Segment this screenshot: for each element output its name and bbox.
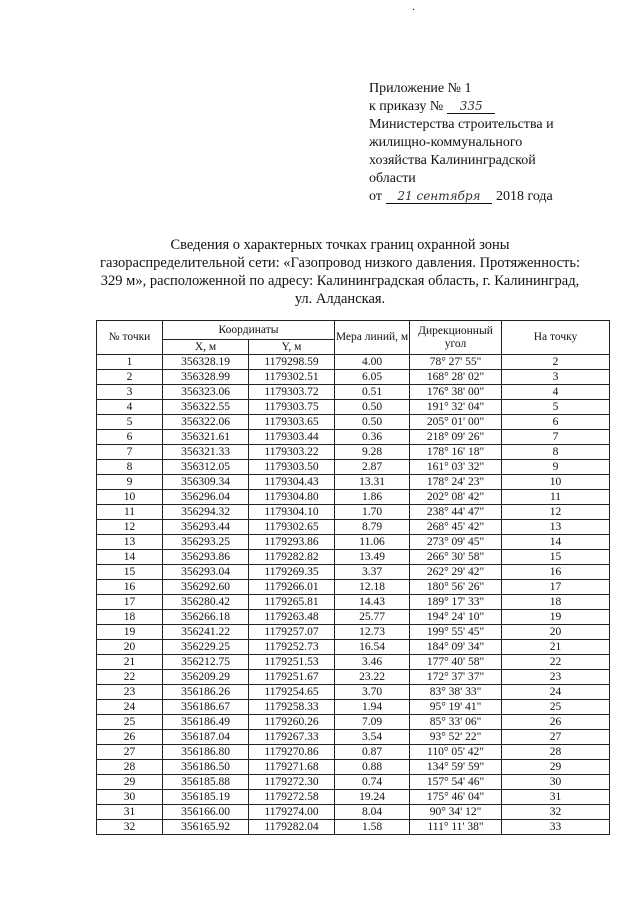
cell-point-no: 21: [97, 655, 163, 670]
table-row: [97, 775, 610, 790]
cell-length: 3.54: [335, 730, 410, 745]
cell-y: 1179304.80: [249, 490, 335, 505]
cell-to-point: 17: [502, 580, 610, 595]
cell-to-point: 3: [502, 370, 610, 385]
cell-x: 356212.75: [163, 655, 249, 670]
cell-angle: 90° 34' 12": [410, 805, 502, 820]
appendix-header: [369, 80, 619, 206]
cell-length: 1.70: [335, 505, 410, 520]
cell-angle: 110° 05' 42": [410, 745, 502, 760]
cell-point-no: 27: [97, 745, 163, 760]
header-line-length: Мера линий, м: [335, 321, 410, 355]
cell-length: 12.18: [335, 580, 410, 595]
cell-angle: 238° 44' 47": [410, 505, 502, 520]
cell-to-point: 25: [502, 700, 610, 715]
handwritten-date: 21 сентября: [386, 189, 492, 204]
cell-x: 356293.04: [163, 565, 249, 580]
cell-point-no: 14: [97, 550, 163, 565]
cell-point-no: 1: [97, 355, 163, 370]
heading-line-3: 329 м», расположенной по адресу: Калининградская область, г. Калининград,: [100, 273, 580, 289]
cell-angle: 273° 09' 45": [410, 535, 502, 550]
cell-x: 356280.42: [163, 595, 249, 610]
handwritten-order-number: 335: [447, 99, 495, 114]
cell-length: 0.51: [335, 385, 410, 400]
cell-to-point: 5: [502, 400, 610, 415]
cell-x: 356185.19: [163, 790, 249, 805]
cell-y: 1179254.65: [249, 685, 335, 700]
cell-x: 356292.60: [163, 580, 249, 595]
cell-angle: 168° 28' 02": [410, 370, 502, 385]
table-row: [97, 625, 610, 640]
cell-y: 1179304.43: [249, 475, 335, 490]
cell-x: 356186.50: [163, 760, 249, 775]
table-row: [97, 580, 610, 595]
cell-length: 0.36: [335, 430, 410, 445]
cell-to-point: 10: [502, 475, 610, 490]
cell-length: 3.37: [335, 565, 410, 580]
cell-to-point: 12: [502, 505, 610, 520]
cell-x: 356186.26: [163, 685, 249, 700]
cell-angle: 176° 38' 00": [410, 385, 502, 400]
cell-angle: 177° 40' 58": [410, 655, 502, 670]
date-prefix: от: [369, 189, 382, 204]
cell-angle: 184° 09' 34": [410, 640, 502, 655]
ministry-line-4: области: [369, 171, 416, 186]
cell-point-no: 29: [97, 775, 163, 790]
cell-length: 1.86: [335, 490, 410, 505]
table-row: [97, 760, 610, 775]
ministry-line-2: жилищно-коммунального: [369, 135, 523, 150]
cell-to-point: 8: [502, 445, 610, 460]
heading-line-1: Сведения о характерных точках границ охранной зоны: [170, 237, 510, 253]
cell-y: 1179251.53: [249, 655, 335, 670]
cell-y: 1179303.22: [249, 445, 335, 460]
table-row: [97, 745, 610, 760]
cell-to-point: 26: [502, 715, 610, 730]
cell-point-no: 5: [97, 415, 163, 430]
table-row: [97, 595, 610, 610]
cell-y: 1179298.59: [249, 355, 335, 370]
cell-y: 1179263.48: [249, 610, 335, 625]
cell-angle: 218° 09' 26": [410, 430, 502, 445]
cell-angle: 266° 30' 58": [410, 550, 502, 565]
cell-length: 4.00: [335, 355, 410, 370]
cell-to-point: 33: [502, 820, 610, 835]
header-to-point: На точку: [502, 321, 610, 355]
cell-x: 356186.80: [163, 745, 249, 760]
cell-y: 1179267.33: [249, 730, 335, 745]
cell-y: 1179271.68: [249, 760, 335, 775]
cell-point-no: 6: [97, 430, 163, 445]
cell-y: 1179270.86: [249, 745, 335, 760]
cell-to-point: 11: [502, 490, 610, 505]
cell-to-point: 23: [502, 670, 610, 685]
cell-y: 1179303.65: [249, 415, 335, 430]
table-row: [97, 640, 610, 655]
cell-length: 0.50: [335, 415, 410, 430]
cell-point-no: 12: [97, 520, 163, 535]
cell-angle: 191° 32' 04": [410, 400, 502, 415]
cell-to-point: 31: [502, 790, 610, 805]
table-row: [97, 370, 610, 385]
cell-angle: 83° 38' 33": [410, 685, 502, 700]
cell-angle: 161° 03' 32": [410, 460, 502, 475]
cell-angle: 189° 17' 33": [410, 595, 502, 610]
appendix-title: Приложение № 1: [369, 81, 472, 96]
cell-length: 13.31: [335, 475, 410, 490]
cell-to-point: 13: [502, 520, 610, 535]
cell-y: 1179303.44: [249, 430, 335, 445]
cell-x: 356294.32: [163, 505, 249, 520]
cell-x: 356166.00: [163, 805, 249, 820]
cell-length: 8.79: [335, 520, 410, 535]
cell-point-no: 17: [97, 595, 163, 610]
cell-to-point: 9: [502, 460, 610, 475]
cell-x: 356266.18: [163, 610, 249, 625]
cell-angle: 157° 54' 46": [410, 775, 502, 790]
date-suffix: 2018 года: [495, 189, 553, 204]
cell-x: 356296.04: [163, 490, 249, 505]
cell-point-no: 32: [97, 820, 163, 835]
cell-length: 25.77: [335, 610, 410, 625]
table-row: [97, 820, 610, 835]
cell-length: 3.46: [335, 655, 410, 670]
cell-y: 1179257.07: [249, 625, 335, 640]
cell-to-point: 24: [502, 685, 610, 700]
table-row: [97, 535, 610, 550]
header-y: Y, м: [249, 340, 335, 355]
table-row: [97, 430, 610, 445]
cell-y: 1179266.01: [249, 580, 335, 595]
cell-y: 1179272.30: [249, 775, 335, 790]
cell-x: 356186.49: [163, 715, 249, 730]
table-row: [97, 520, 610, 535]
cell-y: 1179251.67: [249, 670, 335, 685]
cell-y: 1179252.73: [249, 640, 335, 655]
cell-x: 356322.55: [163, 400, 249, 415]
cell-length: 13.49: [335, 550, 410, 565]
cell-y: 1179272.58: [249, 790, 335, 805]
cell-length: 19.24: [335, 790, 410, 805]
cell-length: 9.28: [335, 445, 410, 460]
cell-to-point: 14: [502, 535, 610, 550]
cell-point-no: 4: [97, 400, 163, 415]
cell-angle: 178° 16' 18": [410, 445, 502, 460]
cell-y: 1179269.35: [249, 565, 335, 580]
table-row: [97, 730, 610, 745]
table-row: [97, 700, 610, 715]
table-row: [97, 610, 610, 625]
cell-angle: 175° 46' 04": [410, 790, 502, 805]
cell-point-no: 26: [97, 730, 163, 745]
cell-to-point: 30: [502, 775, 610, 790]
cell-length: 12.73: [335, 625, 410, 640]
cell-to-point: 19: [502, 610, 610, 625]
table-row: [97, 565, 610, 580]
table-row: [97, 805, 610, 820]
cell-length: 23.22: [335, 670, 410, 685]
cell-length: 16.54: [335, 640, 410, 655]
cell-x: 356312.05: [163, 460, 249, 475]
cell-x: 356309.34: [163, 475, 249, 490]
table-row: [97, 490, 610, 505]
table-body: [97, 355, 610, 835]
cell-to-point: 4: [502, 385, 610, 400]
cell-point-no: 9: [97, 475, 163, 490]
cell-point-no: 25: [97, 715, 163, 730]
cell-x: 356165.92: [163, 820, 249, 835]
cell-length: 1.58: [335, 820, 410, 835]
table-row: [97, 715, 610, 730]
cell-y: 1179304.10: [249, 505, 335, 520]
cell-x: 356241.22: [163, 625, 249, 640]
cell-to-point: 28: [502, 745, 610, 760]
cell-angle: 202° 08' 42": [410, 490, 502, 505]
cell-length: 0.88: [335, 760, 410, 775]
table-row: [97, 475, 610, 490]
cell-length: 14.43: [335, 595, 410, 610]
order-prefix: к приказу №: [369, 99, 444, 114]
cell-length: 11.06: [335, 535, 410, 550]
table-row: [97, 655, 610, 670]
cell-to-point: 15: [502, 550, 610, 565]
cell-length: 2.87: [335, 460, 410, 475]
cell-point-no: 24: [97, 700, 163, 715]
cell-point-no: 15: [97, 565, 163, 580]
cell-length: 8.04: [335, 805, 410, 820]
cell-point-no: 16: [97, 580, 163, 595]
table-row: [97, 790, 610, 805]
cell-to-point: 21: [502, 640, 610, 655]
boundary-points-table: [96, 320, 610, 835]
cell-length: 0.74: [335, 775, 410, 790]
cell-point-no: 20: [97, 640, 163, 655]
cell-x: 356186.67: [163, 700, 249, 715]
cell-length: 6.05: [335, 370, 410, 385]
cell-x: 356209.29: [163, 670, 249, 685]
cell-length: 0.50: [335, 400, 410, 415]
cell-point-no: 19: [97, 625, 163, 640]
cell-to-point: 16: [502, 565, 610, 580]
heading-line-4: ул. Алданская.: [294, 291, 386, 307]
cell-y: 1179258.33: [249, 700, 335, 715]
ministry-line-1: Министерства строительства и: [369, 117, 554, 132]
cell-point-no: 13: [97, 535, 163, 550]
cell-y: 1179282.82: [249, 550, 335, 565]
header-coordinates: Координаты: [163, 321, 335, 340]
cell-y: 1179282.04: [249, 820, 335, 835]
table-row: [97, 460, 610, 475]
cell-y: 1179302.65: [249, 520, 335, 535]
cell-angle: 95° 19' 41": [410, 700, 502, 715]
cell-angle: 111° 11' 38": [410, 820, 502, 835]
cell-point-no: 30: [97, 790, 163, 805]
cell-point-no: 2: [97, 370, 163, 385]
cell-point-no: 7: [97, 445, 163, 460]
cell-to-point: 29: [502, 760, 610, 775]
cell-point-no: 11: [97, 505, 163, 520]
cell-to-point: 27: [502, 730, 610, 745]
cell-point-no: 23: [97, 685, 163, 700]
cell-x: 356293.86: [163, 550, 249, 565]
cell-to-point: 2: [502, 355, 610, 370]
cell-angle: 262° 29' 42": [410, 565, 502, 580]
cell-angle: 268° 45' 42": [410, 520, 502, 535]
cell-to-point: 32: [502, 805, 610, 820]
table-row: [97, 355, 610, 370]
header-point-no: № точки: [97, 321, 163, 355]
cell-angle: 180° 56' 26": [410, 580, 502, 595]
cell-length: 3.70: [335, 685, 410, 700]
table-row: [97, 550, 610, 565]
order-date: [369, 188, 619, 206]
cell-x: 356321.33: [163, 445, 249, 460]
cell-y: 1179293.86: [249, 535, 335, 550]
cell-point-no: 28: [97, 760, 163, 775]
cell-x: 356229.25: [163, 640, 249, 655]
cell-to-point: 7: [502, 430, 610, 445]
cell-x: 356185.88: [163, 775, 249, 790]
cell-x: 356328.19: [163, 355, 249, 370]
order-reference: [369, 98, 619, 116]
cell-x: 356293.44: [163, 520, 249, 535]
cell-x: 356328.99: [163, 370, 249, 385]
cell-y: 1179303.75: [249, 400, 335, 415]
table-row: [97, 685, 610, 700]
cell-to-point: 20: [502, 625, 610, 640]
cell-length: 0.87: [335, 745, 410, 760]
header-direction-angle: Дирекционный угол: [410, 321, 502, 355]
cell-angle: 178° 24' 23": [410, 475, 502, 490]
cell-point-no: 18: [97, 610, 163, 625]
cell-y: 1179265.81: [249, 595, 335, 610]
cell-x: 356187.04: [163, 730, 249, 745]
cell-y: 1179302.51: [249, 370, 335, 385]
cell-to-point: 6: [502, 415, 610, 430]
cell-x: 356321.61: [163, 430, 249, 445]
cell-angle: 78° 27' 55": [410, 355, 502, 370]
header-x: X, м: [163, 340, 249, 355]
ministry-line-3: хозяйства Калининградской: [369, 153, 536, 168]
scan-dot-mark: ·: [412, 5, 416, 16]
table-row: [97, 670, 610, 685]
cell-angle: 134° 59' 59": [410, 760, 502, 775]
cell-angle: 93° 52' 22": [410, 730, 502, 745]
cell-point-no: 10: [97, 490, 163, 505]
table-row: [97, 445, 610, 460]
heading-line-2: газораспределительной сети: «Газопровод низкого давления. Протяженность:: [100, 255, 580, 271]
cell-x: 356293.25: [163, 535, 249, 550]
table-row: [97, 415, 610, 430]
cell-y: 1179303.50: [249, 460, 335, 475]
cell-angle: 205° 01' 00": [410, 415, 502, 430]
table-row: [97, 385, 610, 400]
cell-angle: 199° 55' 45": [410, 625, 502, 640]
cell-point-no: 8: [97, 460, 163, 475]
cell-angle: 194° 24' 10": [410, 610, 502, 625]
cell-point-no: 22: [97, 670, 163, 685]
document-heading: [80, 236, 600, 308]
cell-y: 1179260.26: [249, 715, 335, 730]
cell-to-point: 18: [502, 595, 610, 610]
cell-angle: 172° 37' 37": [410, 670, 502, 685]
cell-length: 1.94: [335, 700, 410, 715]
cell-point-no: 3: [97, 385, 163, 400]
cell-length: 7.09: [335, 715, 410, 730]
cell-to-point: 22: [502, 655, 610, 670]
table-row: [97, 400, 610, 415]
table-row: [97, 505, 610, 520]
cell-point-no: 31: [97, 805, 163, 820]
cell-y: 1179303.72: [249, 385, 335, 400]
cell-x: 356322.06: [163, 415, 249, 430]
cell-y: 1179274.00: [249, 805, 335, 820]
cell-x: 356323.06: [163, 385, 249, 400]
cell-angle: 85° 33' 06": [410, 715, 502, 730]
